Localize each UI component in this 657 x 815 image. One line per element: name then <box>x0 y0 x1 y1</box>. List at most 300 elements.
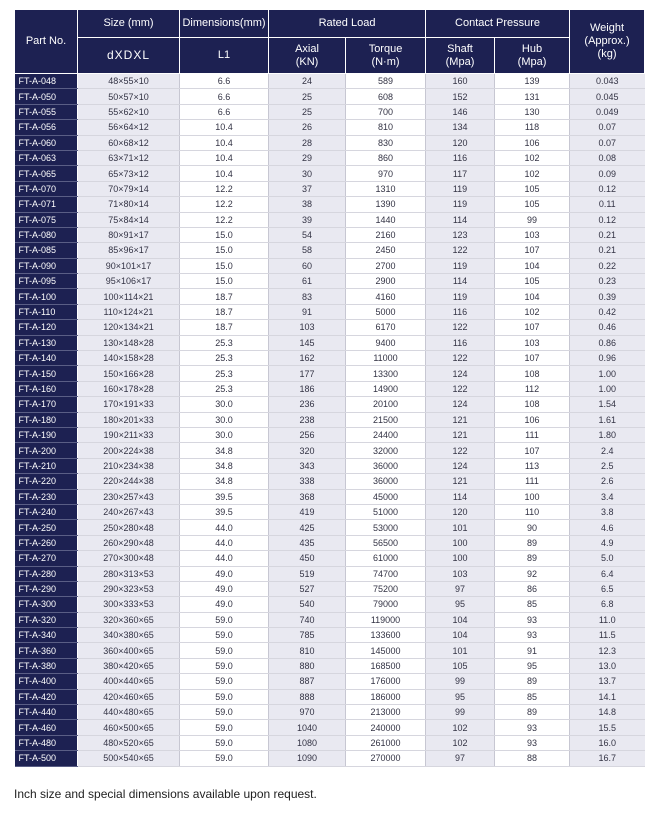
cell-l1: 39.5 <box>180 489 269 504</box>
cell-weight: 11.5 <box>570 628 645 643</box>
cell-axial: 880 <box>269 658 346 673</box>
cell-size: 65×73×12 <box>78 166 180 181</box>
cell-size: 240×267×43 <box>78 504 180 519</box>
cell-size: 60×68×12 <box>78 135 180 150</box>
cell-weight: 0.043 <box>570 74 645 89</box>
cell-shaft: 99 <box>426 705 495 720</box>
table-row <box>15 612 645 627</box>
cell-size: 400×440×65 <box>78 674 180 689</box>
cell-weight: 6.4 <box>570 566 645 581</box>
cell-part: FT-A-260 <box>15 535 78 550</box>
cell-shaft: 95 <box>426 597 495 612</box>
cell-axial: 256 <box>269 427 346 442</box>
cell-weight: 0.86 <box>570 335 645 350</box>
cell-hub: 85 <box>495 689 570 704</box>
cell-shaft: 104 <box>426 628 495 643</box>
cell-torque: 830 <box>346 135 426 150</box>
cell-weight: 0.07 <box>570 120 645 135</box>
cell-weight: 3.8 <box>570 504 645 519</box>
cell-shaft: 122 <box>426 381 495 396</box>
cell-part: FT-A-200 <box>15 443 78 458</box>
cell-part: FT-A-080 <box>15 227 78 242</box>
table-row <box>15 735 645 750</box>
cell-weight: 0.049 <box>570 104 645 119</box>
cell-torque: 13300 <box>346 366 426 381</box>
cell-l1: 15.0 <box>180 227 269 242</box>
cell-part: FT-A-420 <box>15 689 78 704</box>
cell-shaft: 103 <box>426 566 495 581</box>
header-size: Size (mm) <box>78 10 180 38</box>
cell-axial: 540 <box>269 597 346 612</box>
axial-line1: Axial <box>295 42 319 55</box>
cell-size: 360×400×65 <box>78 643 180 658</box>
cell-hub: 100 <box>495 489 570 504</box>
table-body <box>15 74 645 767</box>
cell-weight: 16.0 <box>570 735 645 750</box>
cell-shaft: 134 <box>426 120 495 135</box>
table-row <box>15 150 645 165</box>
cell-l1: 15.0 <box>180 274 269 289</box>
cell-hub: 139 <box>495 74 570 89</box>
cell-hub: 104 <box>495 258 570 273</box>
cell-shaft: 119 <box>426 181 495 196</box>
cell-part: FT-A-090 <box>15 258 78 273</box>
cell-torque: 4160 <box>346 289 426 304</box>
cell-shaft: 101 <box>426 643 495 658</box>
table-row <box>15 397 645 412</box>
cell-hub: 93 <box>495 720 570 735</box>
cell-part: FT-A-340 <box>15 628 78 643</box>
cell-axial: 1080 <box>269 735 346 750</box>
table-row <box>15 643 645 658</box>
cell-l1: 30.0 <box>180 412 269 427</box>
cell-size: 220×244×38 <box>78 474 180 489</box>
cell-torque: 186000 <box>346 689 426 704</box>
cell-weight: 0.09 <box>570 166 645 181</box>
table-row <box>15 504 645 519</box>
cell-l1: 12.2 <box>180 197 269 212</box>
cell-weight: 14.8 <box>570 705 645 720</box>
cell-torque: 36000 <box>346 474 426 489</box>
hub-line2: (Mpa) <box>517 55 547 68</box>
cell-l1: 49.0 <box>180 581 269 596</box>
cell-shaft: 122 <box>426 443 495 458</box>
cell-part: FT-A-048 <box>15 74 78 89</box>
cell-l1: 44.0 <box>180 535 269 550</box>
cell-size: 50×57×10 <box>78 89 180 104</box>
cell-hub: 89 <box>495 674 570 689</box>
cell-shaft: 152 <box>426 89 495 104</box>
cell-axial: 37 <box>269 181 346 196</box>
cell-weight: 3.4 <box>570 489 645 504</box>
cell-torque: 79000 <box>346 597 426 612</box>
cell-shaft: 124 <box>426 458 495 473</box>
cell-hub: 105 <box>495 181 570 196</box>
spec-table <box>14 9 645 767</box>
table-row <box>15 258 645 273</box>
cell-hub: 130 <box>495 104 570 119</box>
cell-part: FT-A-220 <box>15 474 78 489</box>
cell-hub: 105 <box>495 274 570 289</box>
cell-torque: 270000 <box>346 751 426 766</box>
cell-shaft: 114 <box>426 274 495 289</box>
cell-axial: 177 <box>269 366 346 381</box>
table-row <box>15 320 645 335</box>
table-row <box>15 89 645 104</box>
cell-torque: 21500 <box>346 412 426 427</box>
cell-torque: 74700 <box>346 566 426 581</box>
cell-shaft: 119 <box>426 289 495 304</box>
cell-hub: 104 <box>495 289 570 304</box>
cell-size: 290×323×53 <box>78 581 180 596</box>
table-row <box>15 274 645 289</box>
table-row <box>15 197 645 212</box>
cell-size: 260×290×48 <box>78 535 180 550</box>
cell-axial: 145 <box>269 335 346 350</box>
cell-hub: 110 <box>495 504 570 519</box>
cell-torque: 860 <box>346 150 426 165</box>
cell-torque: 36000 <box>346 458 426 473</box>
cell-hub: 102 <box>495 166 570 181</box>
table-row <box>15 720 645 735</box>
cell-l1: 44.0 <box>180 520 269 535</box>
cell-part: FT-A-063 <box>15 150 78 165</box>
header-size-sub: dXDXL <box>78 38 180 74</box>
cell-weight: 0.21 <box>570 243 645 258</box>
cell-axial: 162 <box>269 351 346 366</box>
cell-part: FT-A-400 <box>15 674 78 689</box>
cell-hub: 107 <box>495 443 570 458</box>
cell-weight: 16.7 <box>570 751 645 766</box>
cell-weight: 15.5 <box>570 720 645 735</box>
cell-part: FT-A-500 <box>15 751 78 766</box>
cell-hub: 108 <box>495 397 570 412</box>
cell-l1: 6.6 <box>180 89 269 104</box>
cell-l1: 25.3 <box>180 335 269 350</box>
cell-hub: 106 <box>495 412 570 427</box>
cell-hub: 89 <box>495 551 570 566</box>
cell-shaft: 114 <box>426 489 495 504</box>
shaft-line2: (Mpa) <box>445 55 475 68</box>
cell-size: 110×124×21 <box>78 304 180 319</box>
spec-table-container <box>14 9 644 767</box>
table-row <box>15 104 645 119</box>
table-row <box>15 427 645 442</box>
cell-weight: 0.045 <box>570 89 645 104</box>
cell-weight: 2.4 <box>570 443 645 458</box>
cell-size: 440×480×65 <box>78 705 180 720</box>
cell-weight: 0.11 <box>570 197 645 212</box>
cell-torque: 608 <box>346 89 426 104</box>
cell-part: FT-A-075 <box>15 212 78 227</box>
cell-axial: 343 <box>269 458 346 473</box>
cell-shaft: 102 <box>426 720 495 735</box>
cell-l1: 18.7 <box>180 304 269 319</box>
table-header <box>15 10 645 74</box>
cell-l1: 25.3 <box>180 366 269 381</box>
cell-part: FT-A-085 <box>15 243 78 258</box>
cell-shaft: 121 <box>426 412 495 427</box>
cell-part: FT-A-110 <box>15 304 78 319</box>
cell-shaft: 95 <box>426 689 495 704</box>
cell-part: FT-A-270 <box>15 551 78 566</box>
header-weight <box>570 10 645 74</box>
cell-size: 48×55×10 <box>78 74 180 89</box>
cell-axial: 91 <box>269 304 346 319</box>
cell-part: FT-A-071 <box>15 197 78 212</box>
cell-torque: 119000 <box>346 612 426 627</box>
cell-torque: 32000 <box>346 443 426 458</box>
cell-torque: 2700 <box>346 258 426 273</box>
cell-size: 100×114×21 <box>78 289 180 304</box>
cell-size: 56×64×12 <box>78 120 180 135</box>
cell-l1: 18.7 <box>180 320 269 335</box>
cell-l1: 59.0 <box>180 751 269 766</box>
table-row <box>15 474 645 489</box>
weight-line2: (Approx.) <box>584 35 630 47</box>
cell-shaft: 99 <box>426 674 495 689</box>
cell-weight: 0.96 <box>570 351 645 366</box>
cell-l1: 59.0 <box>180 674 269 689</box>
table-row <box>15 551 645 566</box>
cell-part: FT-A-140 <box>15 351 78 366</box>
table-row <box>15 227 645 242</box>
shaft-line1: Shaft <box>447 42 473 55</box>
cell-torque: 61000 <box>346 551 426 566</box>
cell-hub: 106 <box>495 135 570 150</box>
cell-weight: 0.07 <box>570 135 645 150</box>
table-row <box>15 135 645 150</box>
cell-part: FT-A-070 <box>15 181 78 196</box>
cell-axial: 60 <box>269 258 346 273</box>
cell-part: FT-A-060 <box>15 135 78 150</box>
header-contact-pressure: Contact Pressure <box>426 10 570 38</box>
cell-shaft: 117 <box>426 166 495 181</box>
cell-weight: 0.08 <box>570 150 645 165</box>
cell-size: 80×91×17 <box>78 227 180 242</box>
axial-line2: (KN) <box>295 55 319 68</box>
cell-shaft: 121 <box>426 427 495 442</box>
cell-shaft: 116 <box>426 150 495 165</box>
cell-size: 170×191×33 <box>78 397 180 412</box>
cell-hub: 103 <box>495 227 570 242</box>
cell-size: 320×360×65 <box>78 612 180 627</box>
cell-part: FT-A-170 <box>15 397 78 412</box>
cell-l1: 18.7 <box>180 289 269 304</box>
cell-weight: 0.22 <box>570 258 645 273</box>
header-part-no: Part No. <box>15 10 78 74</box>
cell-l1: 34.8 <box>180 458 269 473</box>
cell-l1: 49.0 <box>180 566 269 581</box>
cell-weight: 1.00 <box>570 366 645 381</box>
cell-hub: 107 <box>495 351 570 366</box>
cell-l1: 59.0 <box>180 643 269 658</box>
cell-shaft: 124 <box>426 397 495 412</box>
cell-l1: 10.4 <box>180 135 269 150</box>
cell-axial: 61 <box>269 274 346 289</box>
cell-l1: 6.6 <box>180 74 269 89</box>
cell-l1: 34.8 <box>180 443 269 458</box>
cell-axial: 103 <box>269 320 346 335</box>
cell-size: 75×84×14 <box>78 212 180 227</box>
cell-l1: 30.0 <box>180 427 269 442</box>
cell-part: FT-A-130 <box>15 335 78 350</box>
cell-hub: 88 <box>495 751 570 766</box>
header-rated-load: Rated Load <box>269 10 426 38</box>
cell-l1: 30.0 <box>180 397 269 412</box>
cell-torque: 213000 <box>346 705 426 720</box>
cell-shaft: 105 <box>426 658 495 673</box>
cell-axial: 450 <box>269 551 346 566</box>
table-row <box>15 581 645 596</box>
cell-part: FT-A-056 <box>15 120 78 135</box>
cell-part: FT-A-380 <box>15 658 78 673</box>
table-row <box>15 566 645 581</box>
cell-l1: 59.0 <box>180 689 269 704</box>
cell-torque: 51000 <box>346 504 426 519</box>
cell-shaft: 121 <box>426 474 495 489</box>
cell-l1: 59.0 <box>180 705 269 720</box>
header-shaft <box>426 38 495 74</box>
cell-weight: 12.3 <box>570 643 645 658</box>
cell-size: 150×166×28 <box>78 366 180 381</box>
cell-hub: 89 <box>495 535 570 550</box>
cell-size: 480×520×65 <box>78 735 180 750</box>
cell-torque: 1390 <box>346 197 426 212</box>
cell-axial: 39 <box>269 212 346 227</box>
cell-part: FT-A-240 <box>15 504 78 519</box>
cell-shaft: 122 <box>426 243 495 258</box>
cell-l1: 49.0 <box>180 597 269 612</box>
table-row <box>15 458 645 473</box>
cell-axial: 38 <box>269 197 346 212</box>
cell-weight: 1.61 <box>570 412 645 427</box>
cell-hub: 95 <box>495 658 570 673</box>
cell-weight: 0.12 <box>570 181 645 196</box>
cell-part: FT-A-210 <box>15 458 78 473</box>
cell-weight: 13.7 <box>570 674 645 689</box>
cell-part: FT-A-065 <box>15 166 78 181</box>
cell-size: 70×79×14 <box>78 181 180 196</box>
cell-part: FT-A-360 <box>15 643 78 658</box>
table-row <box>15 628 645 643</box>
cell-l1: 15.0 <box>180 243 269 258</box>
cell-hub: 105 <box>495 197 570 212</box>
table-row <box>15 120 645 135</box>
cell-weight: 11.0 <box>570 612 645 627</box>
cell-part: FT-A-190 <box>15 427 78 442</box>
cell-l1: 59.0 <box>180 612 269 627</box>
cell-axial: 29 <box>269 150 346 165</box>
cell-axial: 368 <box>269 489 346 504</box>
cell-weight: 0.21 <box>570 227 645 242</box>
cell-axial: 740 <box>269 612 346 627</box>
cell-weight: 13.0 <box>570 658 645 673</box>
cell-size: 500×540×65 <box>78 751 180 766</box>
cell-torque: 810 <box>346 120 426 135</box>
cell-size: 200×224×38 <box>78 443 180 458</box>
cell-torque: 5000 <box>346 304 426 319</box>
cell-size: 190×211×33 <box>78 427 180 442</box>
cell-shaft: 124 <box>426 366 495 381</box>
cell-part: FT-A-440 <box>15 705 78 720</box>
cell-size: 300×333×53 <box>78 597 180 612</box>
cell-l1: 10.4 <box>180 120 269 135</box>
cell-shaft: 119 <box>426 258 495 273</box>
cell-hub: 86 <box>495 581 570 596</box>
cell-weight: 6.5 <box>570 581 645 596</box>
table-row <box>15 751 645 766</box>
cell-axial: 425 <box>269 520 346 535</box>
cell-l1: 59.0 <box>180 735 269 750</box>
cell-part: FT-A-230 <box>15 489 78 504</box>
cell-weight: 1.00 <box>570 381 645 396</box>
cell-hub: 85 <box>495 597 570 612</box>
cell-weight: 5.0 <box>570 551 645 566</box>
cell-part: FT-A-100 <box>15 289 78 304</box>
cell-size: 210×234×38 <box>78 458 180 473</box>
cell-hub: 108 <box>495 366 570 381</box>
table-row <box>15 212 645 227</box>
cell-weight: 0.39 <box>570 289 645 304</box>
cell-hub: 102 <box>495 150 570 165</box>
cell-shaft: 116 <box>426 335 495 350</box>
cell-size: 130×148×28 <box>78 335 180 350</box>
cell-torque: 240000 <box>346 720 426 735</box>
cell-hub: 92 <box>495 566 570 581</box>
table-row <box>15 535 645 550</box>
cell-hub: 103 <box>495 335 570 350</box>
table-row <box>15 658 645 673</box>
cell-torque: 970 <box>346 166 426 181</box>
footnote: Inch size and special dimensions available upon request. <box>14 787 317 801</box>
table-row <box>15 381 645 396</box>
cell-torque: 2160 <box>346 227 426 242</box>
header-hub <box>495 38 570 74</box>
cell-torque: 9400 <box>346 335 426 350</box>
table-row <box>15 489 645 504</box>
cell-weight: 6.8 <box>570 597 645 612</box>
table-row <box>15 674 645 689</box>
cell-part: FT-A-160 <box>15 381 78 396</box>
hub-line1: Hub <box>521 42 543 55</box>
cell-size: 55×62×10 <box>78 104 180 119</box>
cell-part: FT-A-055 <box>15 104 78 119</box>
cell-shaft: 116 <box>426 304 495 319</box>
cell-torque: 45000 <box>346 489 426 504</box>
cell-l1: 10.4 <box>180 150 269 165</box>
cell-torque: 133600 <box>346 628 426 643</box>
cell-part: FT-A-280 <box>15 566 78 581</box>
cell-shaft: 119 <box>426 197 495 212</box>
cell-size: 180×201×33 <box>78 412 180 427</box>
cell-shaft: 123 <box>426 227 495 242</box>
cell-size: 420×460×65 <box>78 689 180 704</box>
cell-weight: 14.1 <box>570 689 645 704</box>
cell-l1: 59.0 <box>180 628 269 643</box>
cell-axial: 1090 <box>269 751 346 766</box>
cell-size: 71×80×14 <box>78 197 180 212</box>
table-row <box>15 443 645 458</box>
cell-l1: 6.6 <box>180 104 269 119</box>
cell-size: 280×313×53 <box>78 566 180 581</box>
torque-line2: (N·m) <box>371 55 400 68</box>
table-row <box>15 166 645 181</box>
cell-part: FT-A-300 <box>15 597 78 612</box>
cell-size: 340×380×65 <box>78 628 180 643</box>
table-row <box>15 366 645 381</box>
cell-part: FT-A-460 <box>15 720 78 735</box>
